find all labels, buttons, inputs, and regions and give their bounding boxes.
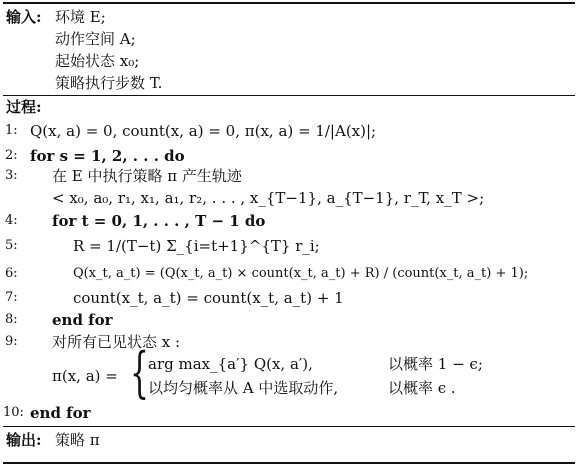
step-number: 5:	[5, 238, 18, 253]
input-item-start-state: 起始状态 x₀;	[55, 52, 140, 70]
policy-case-random: 以均匀概率从 A 中选取动作,	[148, 379, 339, 397]
output-text: 策略 π	[55, 431, 100, 449]
output-divider	[3, 426, 575, 427]
left-brace-icon: {	[130, 341, 149, 404]
step-1: Q(x, a) = 0, count(x, a) = 0, π(x, a) = 1/|A(x)|;	[30, 122, 377, 140]
process-divider	[3, 95, 575, 96]
step-7: count(x_t, a_t) = count(x_t, a_t) + 1	[73, 289, 344, 307]
step-number: 3:	[5, 168, 18, 183]
policy-lhs: π(x, a) =	[52, 367, 118, 385]
step-number: 8:	[5, 312, 18, 327]
policy-case-greedy-prob: 以概率 1 − ϵ;	[388, 355, 483, 373]
step-number: 4:	[5, 213, 18, 228]
step-number: 7:	[5, 290, 18, 305]
policy-case-random-prob: 以概率 ϵ .	[388, 379, 456, 397]
input-item-steps: 策略执行步数 T.	[55, 74, 163, 92]
step-10: end for	[30, 404, 91, 422]
step-5: R = 1/(T−t) Σ_{i=t+1}^{T} r_i;	[73, 237, 320, 255]
step-3-trajectory: < x₀, a₀, r₁, x₁, a₁, r₂, . . . , x_{T−1}, a_{T−1}, r_T, x_T >;	[52, 189, 485, 207]
step-8: end for	[52, 311, 113, 329]
input-item-action-space: 动作空间 A;	[55, 30, 136, 48]
top-rule	[3, 2, 575, 4]
step-number: 9:	[5, 334, 18, 349]
bottom-rule	[3, 462, 575, 464]
policy-case-greedy: arg max_{a′} Q(x, a′),	[148, 355, 313, 373]
step-number: 10:	[3, 405, 24, 420]
step-number: 6:	[5, 266, 18, 281]
step-3: 在 E 中执行策略 π 产生轨迹	[52, 167, 242, 185]
step-number: 2:	[5, 148, 18, 163]
input-item-env: 环境 E;	[55, 8, 106, 26]
step-2: for s = 1, 2, . . . do	[30, 147, 185, 165]
process-label: 过程:	[6, 98, 42, 116]
output-label: 输出:	[6, 431, 42, 449]
step-number: 1:	[5, 123, 18, 138]
step-6: Q(x_t, a_t) = (Q(x_t, a_t) × count(x_t, a_t) + R) / (count(x_t, a_t) + 1);	[73, 266, 529, 281]
step-9: 对所有已见状态 x :	[52, 333, 181, 351]
step-4: for t = 0, 1, . . . , T − 1 do	[52, 212, 266, 230]
input-label: 输入:	[6, 8, 42, 26]
